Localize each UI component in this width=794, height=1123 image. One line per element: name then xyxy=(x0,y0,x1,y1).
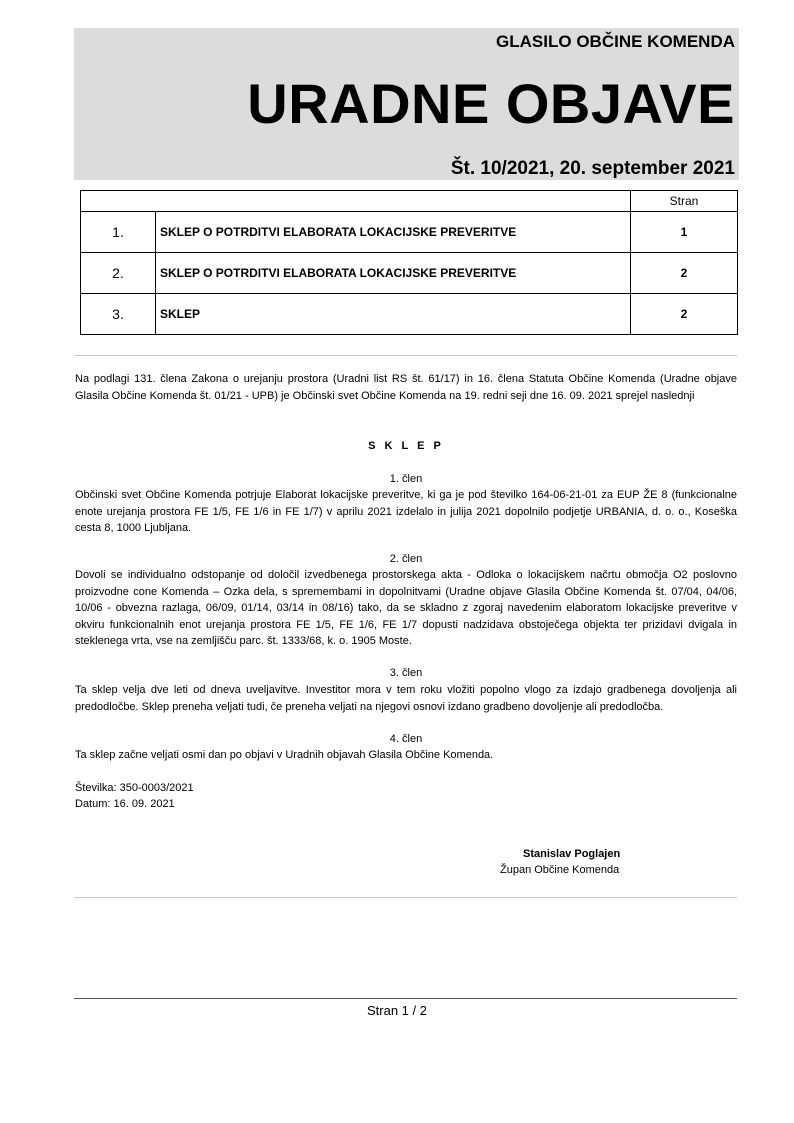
toc-row[interactable] xyxy=(81,212,738,253)
toc-row-page: 2 xyxy=(631,253,738,294)
toc-row-number: 3. xyxy=(81,294,156,335)
article-text: Dovoli se individualno odstopanje od določil izvedbenega prostorskega akta - Odloka o lokacijskem načrtu območja O2 poslovno proizvodne cone Komenda – Ozka dela, s spremembami in dopolnitvami (Uradne objave Glasila Občine Komenda št. 07/04, 04/06, 10/06 - obvezna razlaga, 06/09, 01/14, 03/14 in 08/16) tako, da se skladno z zgoraj navedenim elaboratom lokacijske preveritve v okviru funkcionalnih enot urejanja prostora FE 1/5, FE 1/6, FE 1/7 dopusti nadzidava obstoječega objekta ter prizidavi dvigala in steklenega vrta, vse na zemljišču parc. št. 1333/68, k. o. 1905 Moste. xyxy=(75,569,737,647)
toc-row-page: 1 xyxy=(631,212,738,253)
toc-header-row xyxy=(81,191,738,212)
toc-row-page: 2 xyxy=(631,294,738,335)
document-heading: S K L E P xyxy=(368,440,444,452)
document-number: Številka: 350-0003/2021 xyxy=(75,782,194,794)
toc-row-number: 1. xyxy=(81,212,156,253)
toc-row-number: 2. xyxy=(81,253,156,294)
signatory-role: Župan Občine Komenda xyxy=(500,864,620,876)
article-label: 3. člen xyxy=(389,667,423,679)
toc-row-title[interactable]: SKLEP xyxy=(156,294,631,335)
toc-row[interactable] xyxy=(81,294,738,335)
page-number: Stran 1 / 2 xyxy=(367,1003,427,1018)
article-label: 1. člen xyxy=(389,473,423,485)
article-label: 4. člen xyxy=(389,733,423,745)
article-text: Ta sklep začne veljati osmi dan po objavi v Uradnih objavah Glasila Občine Komenda. xyxy=(75,749,494,761)
publication-name: GLASILO OBČINE KOMENDA xyxy=(496,32,735,51)
issue-line: Št. 10/2021, 20. september 2021 xyxy=(450,158,735,179)
divider xyxy=(74,897,737,898)
toc-row-title[interactable]: SKLEP O POTRDITVI ELABORATA LOKACIJSKE PREVERITVE xyxy=(156,212,631,253)
article-label: 2. člen xyxy=(389,553,423,565)
table-of-contents xyxy=(80,190,738,335)
divider xyxy=(74,355,737,356)
footer-divider xyxy=(74,998,737,999)
toc-page-col-label: Stran xyxy=(631,191,738,212)
article-text: Ta sklep velja dve leti od dneva uveljavitve. Investitor mora v tem roku vložiti popolno vlogo za izdajo gradbenega dovoljenja ali predodločbe. Sklep preneha veljati tudi, če preneha veljati na njegovi osnovi izdano gradbeno dovoljenje ali predodločba. xyxy=(75,684,737,713)
header-band xyxy=(74,28,739,180)
preamble: Na podlagi 131. člena Zakona o urejanju prostora (Uradni list RS št. 61/17) in 16. člena Statuta Občine Komenda (Uradne objave Glasila Občine Komenda št. 01/21 - UPB) je Občinski svet Občine Komenda na 19. redni seji dne 16. 09. 2021 sprejel naslednji xyxy=(75,373,737,402)
document-date: Datum: 16. 09. 2021 xyxy=(75,798,175,810)
article-text: Občinski svet Občine Komenda potrjuje Elaborat lokacijske preveritve, ki ga je pod številko 164-06-21-01 za EUP ŽE 8 (funkcionalne enote urejanja prostora FE 1/5, FE 1/6 in FE 1/7) v aprilu 2021 izdelalo in julija 2021 dopolnilo podjetje URBANIA, d. o. o., Koseška cesta 8, 1000 Ljubljana. xyxy=(75,489,737,534)
toc-row[interactable] xyxy=(81,253,738,294)
toc-header-empty xyxy=(81,191,631,212)
toc-row-title[interactable]: SKLEP O POTRDITVI ELABORATA LOKACIJSKE PREVERITVE xyxy=(156,253,631,294)
signatory-name: Stanislav Poglajen xyxy=(523,848,621,860)
page-title: URADNE OBJAVE xyxy=(247,72,735,135)
